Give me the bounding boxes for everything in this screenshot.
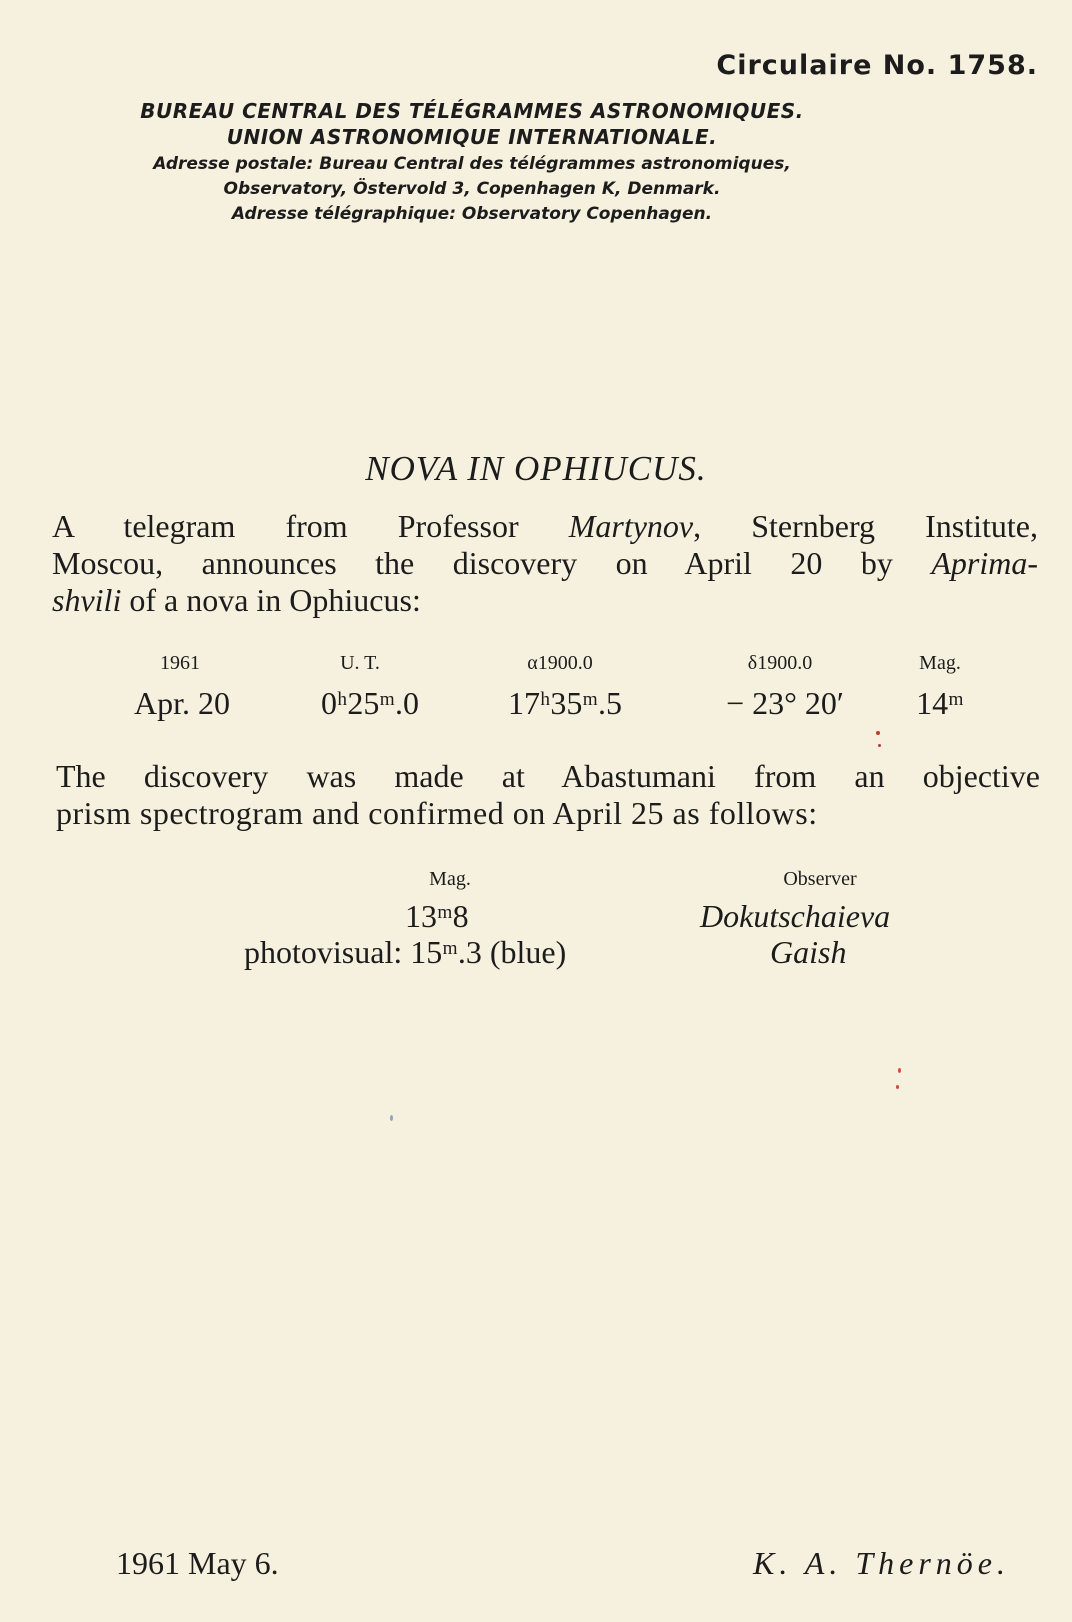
bureau-header <box>52 98 892 229</box>
discoverer-name: Aprima- <box>931 545 1038 581</box>
discovery-line-1: The discovery was made at Abastumani from an objective <box>56 758 1040 794</box>
announcement-line-1 <box>52 508 1038 545</box>
year-header: 1961 <box>160 652 200 674</box>
issue-date: 1961 May 6. <box>116 1545 279 1581</box>
row2-observer: Gaish <box>770 934 847 970</box>
announcement-paragraph <box>52 508 1038 619</box>
ut-value: 0ʰ25ᵐ.0 <box>321 685 419 721</box>
dec-header: δ1900.0 <box>747 652 813 674</box>
red-ink-spot <box>896 1085 899 1089</box>
mag-value: 14ᵐ <box>916 685 964 721</box>
signature: K. A. Thernöe. <box>753 1545 1010 1581</box>
circular-number: Circulaire No. 1758. <box>716 50 1038 81</box>
discoverer-name: shvili <box>52 582 122 618</box>
announcement-text: A telegram from Professor <box>52 508 569 544</box>
announcement-text: of a nova in Ophiucus: <box>121 582 421 618</box>
bureau-name: BUREAU CENTRAL DES TÉLÉGRAMMES ASTRONOMIQUES. <box>140 99 804 123</box>
discovery-paragraph <box>56 758 1040 832</box>
postal-address-line-2: Observatory, Östervold 3, Copenhagen K, Denmark. <box>223 179 721 199</box>
ra-value: 17ʰ35ᵐ.5 <box>508 685 622 721</box>
postal-address-line-1: Adresse postale: Bureau Central des télégrammes astronomiques, <box>153 154 791 174</box>
announcement-text: , Sternberg Institute, <box>693 508 1039 544</box>
ra-header: α1900.0 <box>527 652 593 674</box>
observer-column-header: Observer <box>783 868 857 890</box>
row1-magnitude: 13ᵐ8 <box>405 898 469 934</box>
ut-header: U. T. <box>340 652 380 674</box>
telegraphic-address: Adresse télégraphique: Observatory Copenhagen. <box>231 204 713 224</box>
announcement-text: Moscou, announces the discovery on April 20 by <box>52 545 932 581</box>
mag-column-header: Mag. <box>429 868 471 890</box>
announcement-line-3 <box>52 582 1038 619</box>
red-ink-spot <box>898 1068 901 1073</box>
row1-observer: Dokutschaieva <box>700 898 891 934</box>
row2-magnitude: photovisual: 15ᵐ.3 (blue) <box>244 934 567 970</box>
mag-header: Mag. <box>919 652 961 674</box>
blue-ink-spot <box>390 1115 393 1121</box>
discovery-line-2: prism spectrogram and confirmed on April 25 as follows: <box>56 795 818 831</box>
date-value: Apr. 20 <box>134 685 230 721</box>
announcement-line-2 <box>52 545 1038 582</box>
circular-title: NOVA IN OPHIUCUS. <box>365 449 707 488</box>
union-name: UNION ASTRONOMIQUE INTERNATIONALE. <box>226 125 718 149</box>
dec-value: − 23° 20′ <box>726 685 844 721</box>
professor-name: Martynov <box>568 508 694 544</box>
red-ink-spot <box>878 744 881 747</box>
red-ink-spot <box>876 731 880 735</box>
